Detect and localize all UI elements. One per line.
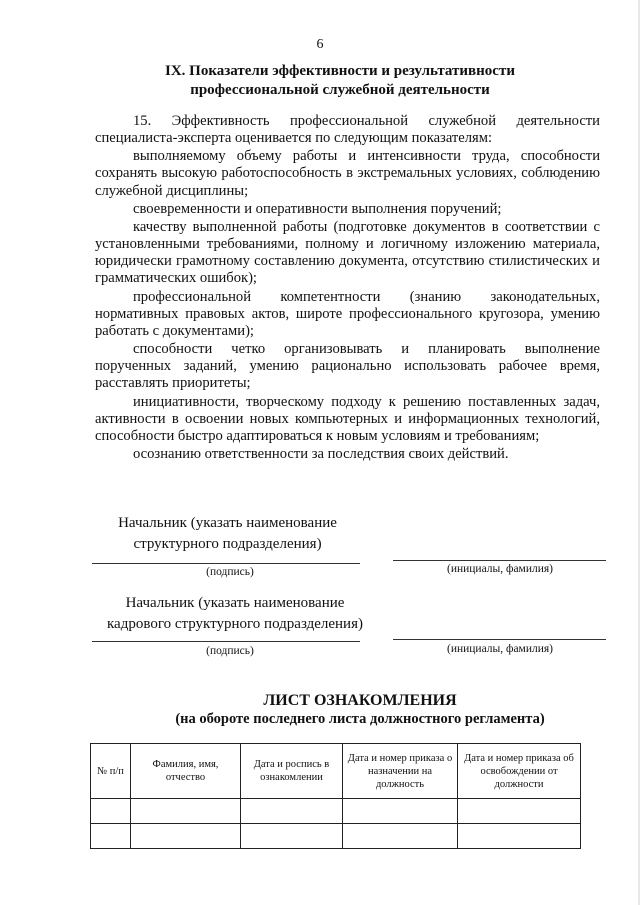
name-line <box>393 560 606 561</box>
ack-table-header <box>91 744 581 799</box>
paragraph-intro: 15. Эффективность профессиональной служебной деятельности специалиста-эксперта оценивается по следующим показателям: <box>95 113 600 147</box>
table-cell <box>131 799 241 824</box>
ack-table <box>90 743 581 849</box>
col-header-full-name: Фамилия, имя, отчество <box>131 744 241 799</box>
section-body <box>95 113 600 464</box>
table-cell <box>91 824 131 849</box>
signature-line <box>92 563 360 564</box>
name-caption: (инициалы, фамилия) <box>446 563 554 575</box>
table-cell <box>343 799 458 824</box>
signature-caption: (подпись) <box>206 645 254 657</box>
paragraph-indicator: осознанию ответственности за последствия своих действий. <box>133 446 509 463</box>
ack-sheet-subtitle: (на обороте последнего листа должностного регламента) <box>175 711 545 727</box>
col-header-number: № п/п <box>91 744 131 799</box>
signature-label-1-line1: Начальник (указать наименование <box>118 515 337 531</box>
table-cell <box>91 799 131 824</box>
table-cell <box>241 824 343 849</box>
paragraph-indicator: способности четко организовывать и планировать выполнение порученных заданий, умению рационально использовать рабочее время, расставлять приоритеты; <box>95 341 600 392</box>
table-cell <box>458 799 581 824</box>
col-header-appointment-order: Дата и номер приказа о назначении на должность <box>343 744 458 799</box>
name-line <box>393 639 606 640</box>
table-row <box>91 799 581 824</box>
name-caption: (инициалы, фамилия) <box>446 643 554 655</box>
signature-label-2 <box>105 593 365 635</box>
table-cell <box>343 824 458 849</box>
paragraph-indicator: профессиональной компетентности (знанию законодательных, нормативных правовых актов, широте профессионального кругозора, умению работать с документами); <box>95 288 600 339</box>
table-cell <box>241 799 343 824</box>
signature-caption: (подпись) <box>206 566 254 578</box>
paragraph-indicator: своевременности и оперативности выполнения поручений; <box>133 200 502 217</box>
ack-sheet-title: ЛИСТ ОЗНАКОМЛЕНИЯ <box>263 692 457 709</box>
paragraph-indicator: инициативности, творческому подходу к решению поставленных задач, активности в освоении новых компьютерных и информационных технологий, способности быстро адаптироваться к новым условиям и требованиям; <box>95 393 600 444</box>
col-header-ack-date-signature: Дата и роспись в ознакомлении <box>241 744 343 799</box>
section-title-line2: профессиональной служебной деятельности <box>190 82 490 98</box>
signature-line <box>92 641 360 642</box>
page-number: 6 <box>316 37 324 52</box>
paragraph-indicator: выполняемому объему работы и интенсивности труда, способности сохранять высокую работоспособность в экстремальных условиях, соблюдению служебной дисциплины; <box>95 148 600 199</box>
signature-label-1 <box>105 513 350 555</box>
signature-label-2-line2: кадрового структурного подразделения) <box>107 616 363 632</box>
section-title <box>120 62 560 100</box>
col-header-dismissal-order: Дата и номер приказа об освобождении от должности <box>458 744 581 799</box>
table-cell <box>131 824 241 849</box>
section-title-line1: IX. Показатели эффективности и результативности <box>165 63 515 79</box>
paragraph-indicator: качеству выполненной работы (подготовке документов в соответствии с установленными требованиями, полному и логичному изложению материала, юридически грамотному составлению документа, отсутствию стилистических и грамматических ошибок); <box>95 219 600 287</box>
table-cell <box>458 824 581 849</box>
signature-label-2-line1: Начальник (указать наименование <box>125 595 345 611</box>
signature-label-1-line2: структурного подразделения) <box>133 536 322 552</box>
table-row <box>91 824 581 849</box>
